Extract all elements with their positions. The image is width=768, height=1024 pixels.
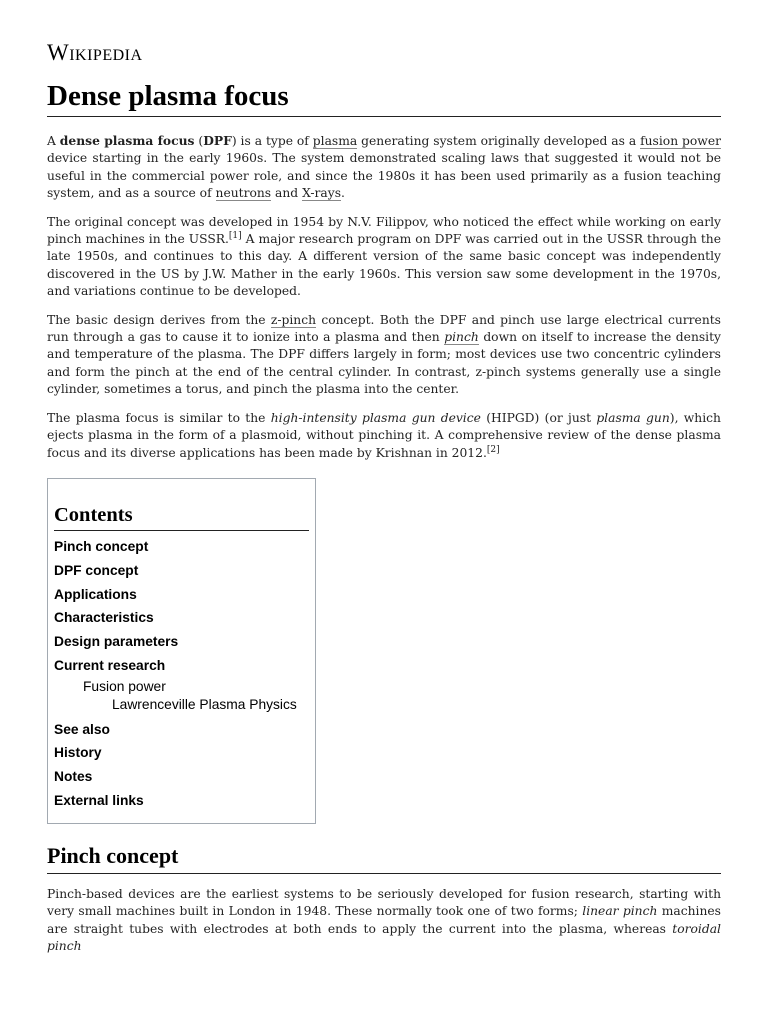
table-of-contents — [47, 478, 316, 824]
toc-item-notes[interactable]: Notes — [54, 769, 93, 785]
wikipedia-wordmark[interactable]: Wikipedia — [47, 40, 143, 65]
toc-item-design-parameters[interactable]: Design parameters — [54, 634, 179, 650]
toc-item-external-links[interactable]: External links — [54, 793, 144, 809]
text-run: Pinch-based devices are the earliest systems to be seriously developed for fusion research, starting with very small machines built in London in 1948. These normally took one of two forms; — [47, 886, 721, 919]
text-run: machines are straight tubes with electrodes at both ends to apply the current into the plasma, whereas — [47, 904, 721, 936]
pinch-paragraph-1 — [47, 886, 721, 956]
intro-paragraph-2 — [47, 214, 721, 301]
page-title: Dense plasma focus — [47, 78, 721, 117]
bold-abbreviation: DPF — [203, 133, 232, 148]
text-run: . — [341, 186, 345, 201]
bold-term: dense plasma focus — [59, 133, 195, 148]
italic-term: high-intensity plasma gun device — [270, 410, 481, 425]
italic-term: toroidal pinch — [47, 921, 721, 954]
text-run: A major research program on DPF was carried out in the USSR through the late 1950s, and continues to this day. A different version of the same basic concept was independently discovered in the US by J.W. Mather in the early 1960s. This version saw some development in the 1970s, and variations continue to be developed. — [47, 232, 721, 299]
text-run: A — [47, 134, 60, 148]
section-heading-pinch-concept: Pinch concept — [47, 842, 721, 874]
link-plasma[interactable]: plasma — [312, 134, 358, 148]
link-x-rays[interactable]: X-rays — [302, 186, 342, 201]
link-neutrons[interactable]: neutrons — [215, 186, 272, 201]
text-run: (HIPGD) (or just — [480, 410, 597, 425]
section-body-pinch-concept — [47, 886, 721, 956]
intro-paragraph-3 — [47, 312, 721, 399]
link-fusion-power[interactable]: fusion power — [640, 134, 721, 148]
reference-2[interactable]: [2] — [486, 444, 500, 455]
text-run: concept. Both the DPF and pinch use large electrical currents run through a gas to cause it to ionize into a plasma and then — [47, 312, 721, 345]
text-run: ) is a type of — [231, 134, 313, 148]
italic-term: linear pinch — [582, 904, 658, 919]
intro-paragraph-1 — [47, 132, 721, 203]
toc-title: Contents — [54, 503, 309, 531]
toc-item-characteristics[interactable]: Characteristics — [54, 610, 154, 626]
text-run: device starting in the early 1960s. The system demonstrated scaling laws that suggested it would not be useful in the commercial power role, and since the 1980s it has been used primarily as a fusion teaching system, and as a source of — [47, 151, 721, 201]
intro-paragraph-4 — [47, 410, 721, 462]
text-run: The plasma focus is similar to the — [47, 410, 271, 425]
text-run: ( — [194, 134, 204, 148]
text-run: generating system originally developed as a — [357, 134, 641, 148]
italic-term: plasma gun — [596, 410, 670, 425]
text-run: and — [271, 186, 303, 201]
text-run: The basic design derives from the — [47, 312, 271, 327]
toc-item-fusion-power[interactable]: Fusion power — [83, 678, 166, 694]
text-run: ), which ejects plasma in the form of a plasmoid, without pinching it. A comprehensive review of the dense plasma focus and its diverse applications has been made by Krishnan in 2012. — [47, 410, 721, 460]
toc-item-dpf-concept[interactable]: DPF concept — [54, 562, 139, 578]
toc-item-pinch-concept[interactable]: Pinch concept — [54, 538, 149, 554]
toc-item-see-also[interactable]: See also — [54, 721, 110, 737]
link-z-pinch[interactable]: z-pinch — [270, 312, 317, 327]
toc-item-current-research[interactable]: Current research — [54, 657, 166, 673]
toc-item-history[interactable]: History — [54, 745, 102, 761]
article-body — [47, 132, 721, 967]
toc-item-lawrenceville-plasma-physics[interactable]: Lawrenceville Plasma Physics — [112, 696, 297, 712]
text-run: The original concept was developed in 1954 by N.V. Filippov, who noticed the effect while working on early pinch machines in the USSR. — [47, 214, 721, 247]
reference-1[interactable]: [1] — [228, 231, 242, 242]
text-run: down on itself to increase the density and temperature of the plasma. The DPF differs largely in form; most devices use two concentric cylinders and form the pinch at the end of the central cylinder. In contrast, z-pinch systems generally use a single cylinder, sometimes a torus, and pinch the plasma into the center. — [47, 330, 721, 397]
toc-item-applications[interactable]: Applications — [54, 586, 137, 602]
link-pinch[interactable]: pinch — [444, 330, 479, 345]
